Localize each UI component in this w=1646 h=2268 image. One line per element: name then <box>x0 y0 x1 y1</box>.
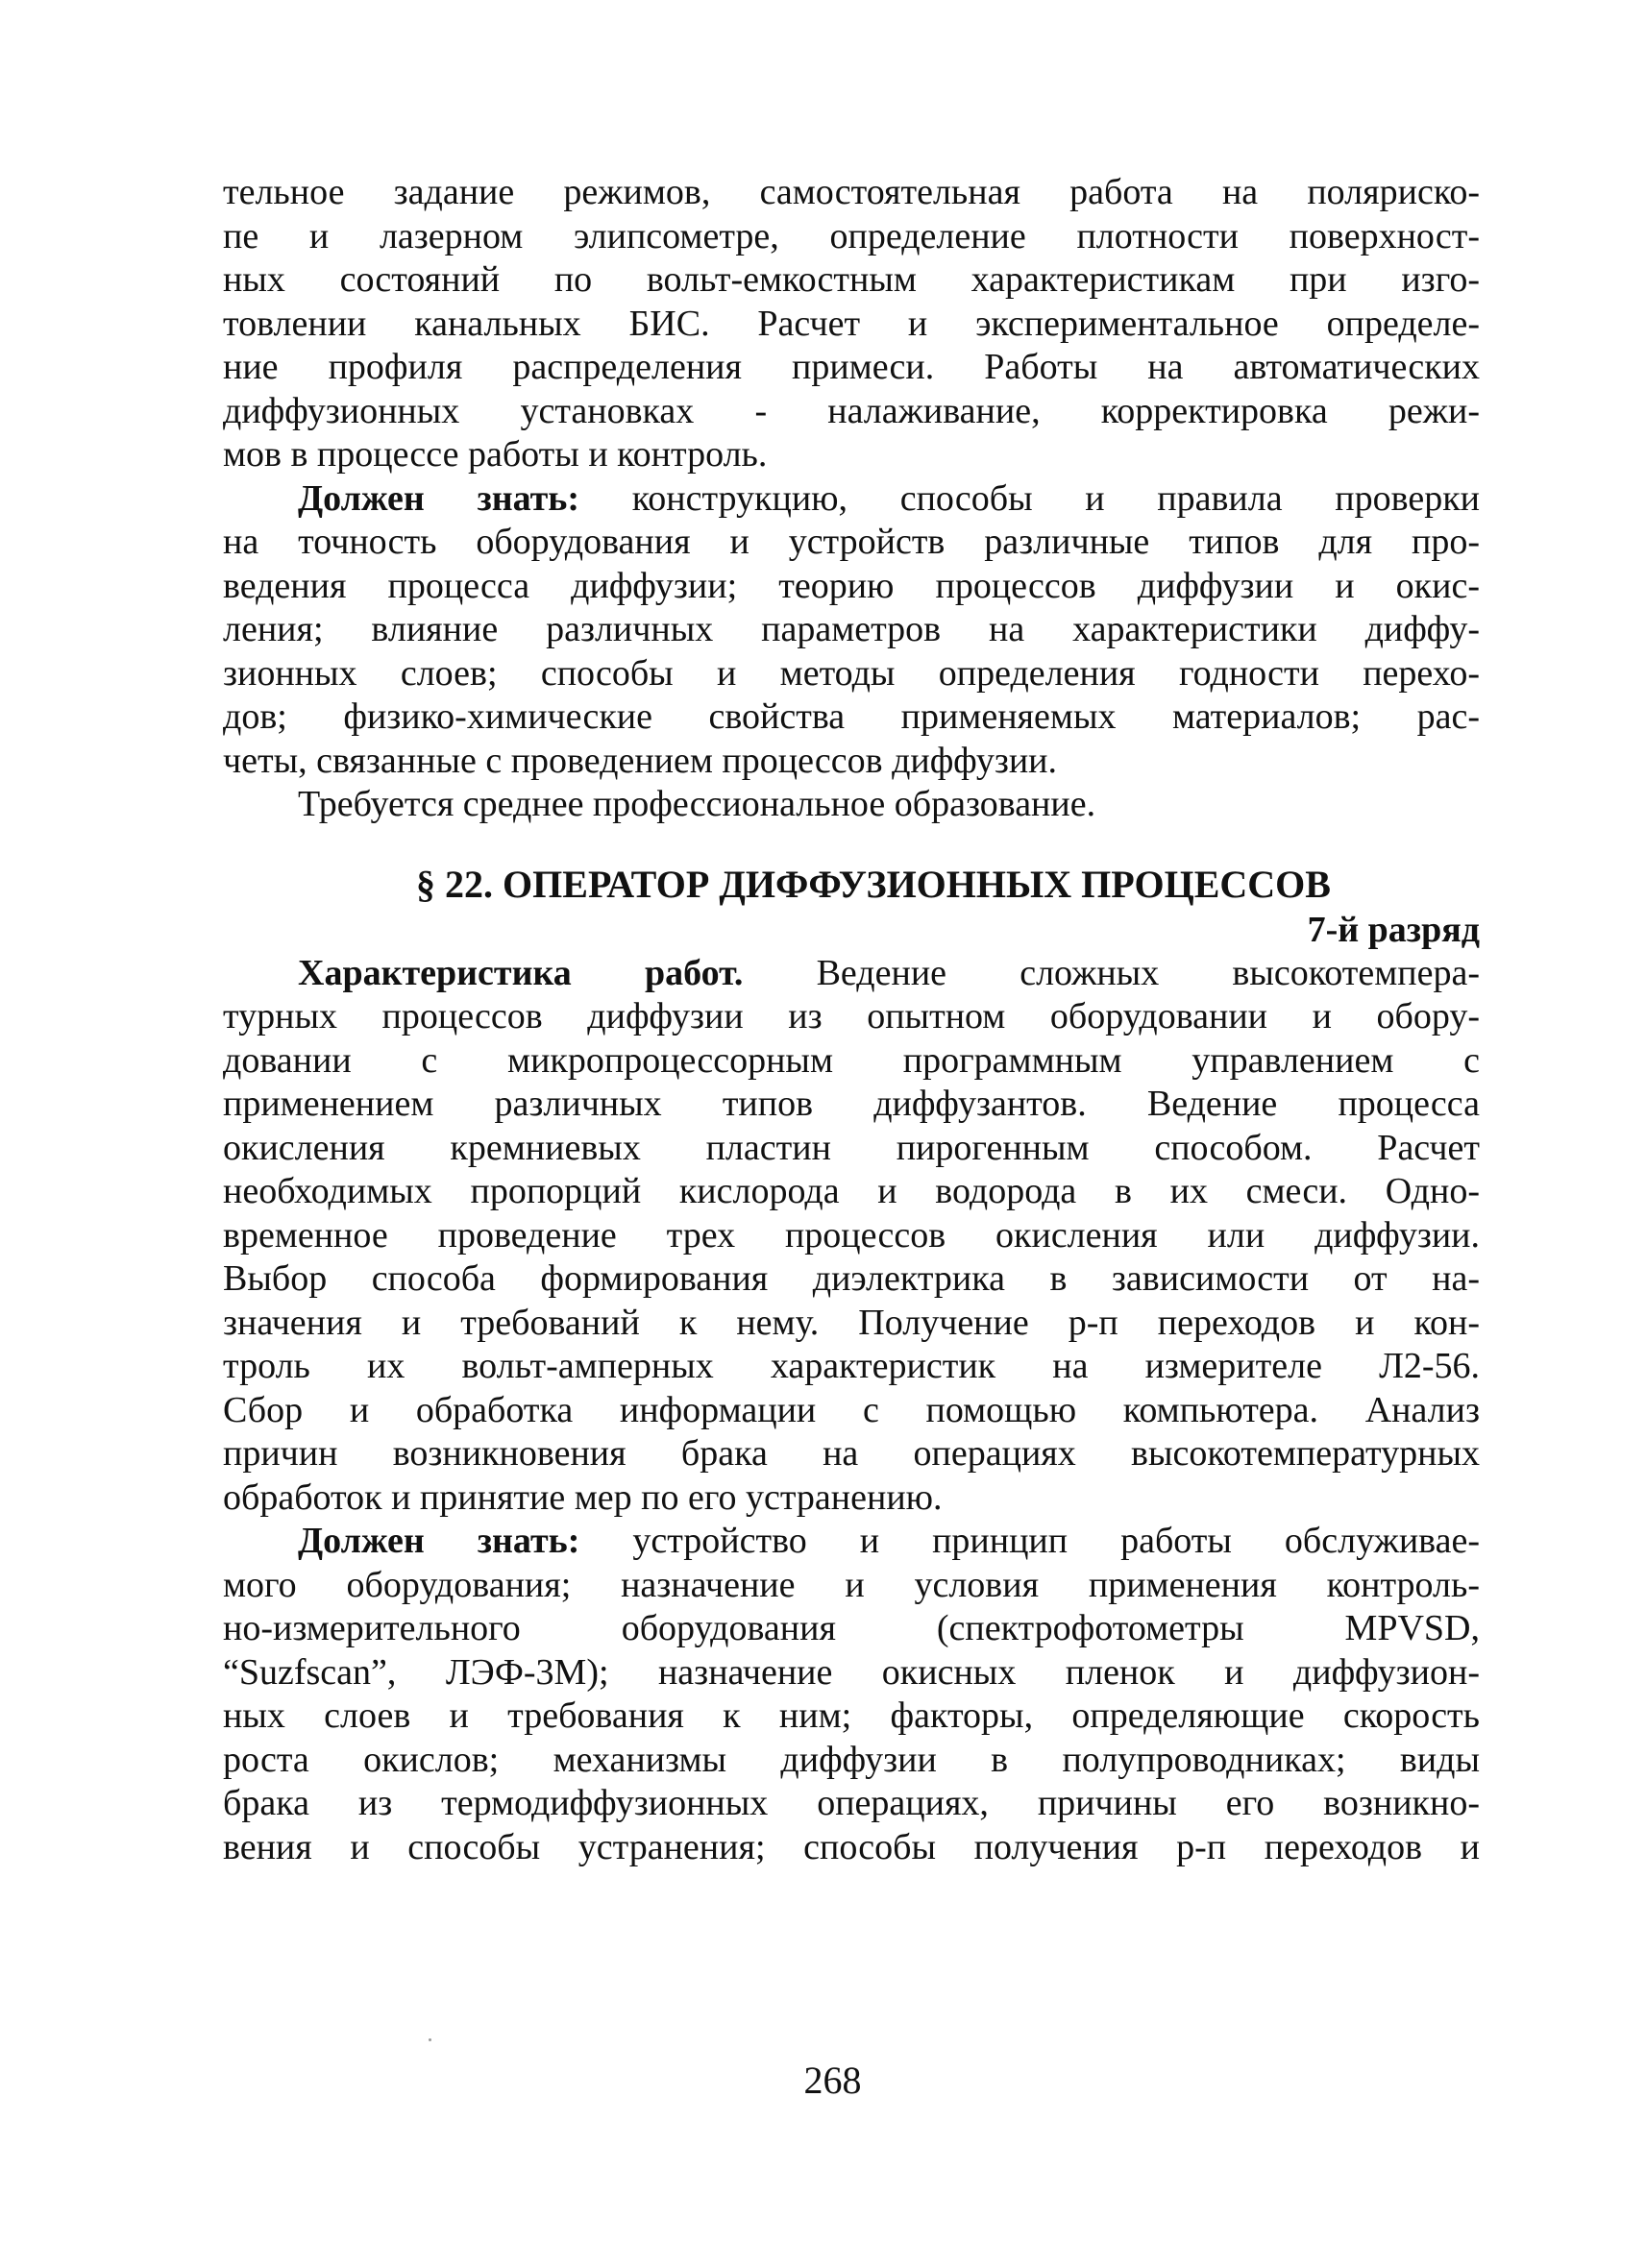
text-line: ние профиля распределения примеси. Работы на автоматических <box>223 347 1480 387</box>
text-line: диффузионных установках - налаживание, корректировка режи- <box>223 390 1480 431</box>
text-line: окисления кремниевых пластин пирогенным способом. Расчет <box>223 1127 1480 1168</box>
paragraph-must-know-1 <box>223 477 1480 784</box>
text-line: мов в процессе работы и контроль. <box>223 434 768 475</box>
text-line: мого оборудования; назначение и условия применения контроль- <box>223 1564 1480 1605</box>
must-know-label: Должен знать: <box>298 477 580 519</box>
text-line <box>223 1520 1480 1564</box>
text-line: роста окислов; механизмы диффузии в полупроводниках; виды <box>223 1739 1480 1780</box>
text-line <box>223 952 1480 996</box>
scan-speck <box>429 2038 431 2041</box>
text-line: троль их вольт-амперных характеристик на измерителе Л2-56. <box>223 1346 1480 1386</box>
text-line: четы, связанные с проведением процессов диффузии. <box>223 740 1058 781</box>
text-line: ведения процесса диффузии; теорию процессов диффузии и окис- <box>223 565 1480 606</box>
section-title: § 22. ОПЕРАТОР ДИФФУЗИОННЫХ ПРОЦЕССОВ <box>416 862 1331 906</box>
text-line: брака из термодиффузионных операциях, причины его возникно- <box>223 1783 1480 1823</box>
text-line <box>223 477 1480 522</box>
text-line: вения и способы устранения; способы получения р-п переходов и <box>223 1826 1480 1867</box>
text-line: значения и требований к нему. Получение р-п переходов и кон- <box>223 1302 1480 1343</box>
must-know-label: Должен знать: <box>298 1521 580 1561</box>
text-line: товлении канальных БИС. Расчет и экспериментальное определе- <box>223 303 1480 344</box>
text-line: на точность оборудования и устройств различные типов для про- <box>223 522 1480 562</box>
text-run: конструкцию, способы и правила проверки <box>579 477 1480 519</box>
text-line: Выбор способа формирования диэлектрика в зависимости от на- <box>223 1258 1480 1299</box>
text-line: применением различных типов диффузантов. Ведение процесса <box>223 1084 1480 1124</box>
work-characteristics-label: Характеристика работ. <box>298 952 744 993</box>
text-line: довании с микропроцессорным программным управлением с <box>223 1039 1480 1081</box>
text-line: турных процессов диффузии из опытном оборудовании и обору- <box>223 996 1480 1036</box>
text-line: тельное задание режимов, самостоятельная работа на поляриско- <box>223 172 1480 212</box>
page-number: 268 <box>803 2059 862 2102</box>
paragraph-work-characteristics <box>223 952 1480 1521</box>
text-line: причин возникновения брака на операциях высокотемпературных <box>223 1433 1480 1474</box>
text-line: но-измерительного оборудования (спектрофотометры MPVSD, <box>223 1608 1480 1648</box>
education-requirement: Требуется среднее профессиональное образование. <box>298 784 1096 824</box>
text-line: ных слоев и требования к ним; факторы, определяющие скорость <box>223 1695 1480 1736</box>
grade-label: 7-й разряд <box>1307 909 1480 950</box>
text-run: Ведение сложных высокотемпера- <box>743 952 1481 993</box>
paragraph-continuation <box>223 171 1480 477</box>
text-line: ления; влияние различных параметров на характеристики диффу- <box>223 609 1480 649</box>
text-line: обработок и принятие мер по его устранению. <box>223 1476 943 1518</box>
page-body <box>223 171 1480 1869</box>
paragraph-must-know-2 <box>223 1520 1480 1869</box>
text-line: временное проведение трех процессов окисления или диффузии. <box>223 1214 1480 1256</box>
text-line: Сбор и обработка информации с помощью компьютера. Анализ <box>223 1389 1480 1430</box>
text-line: необходимых пропорций кислорода и водорода в их смеси. Одно- <box>223 1171 1480 1211</box>
text-line: ных состояний по вольт-емкостным характеристикам при изго- <box>223 259 1480 300</box>
text-line: “Suzfscan”, ЛЭФ-3М); назначение окисных пленок и диффузион- <box>223 1651 1480 1693</box>
text-line: пе и лазерном элипсометре, определение плотности поверхност- <box>223 215 1480 256</box>
text-run: устройство и принцип работы обслуживае- <box>579 1521 1480 1561</box>
text-line: дов; физико-химические свойства применяемых материалов; рас- <box>223 696 1480 737</box>
text-line: зионных слоев; способы и методы определения годности перехо- <box>223 652 1480 694</box>
